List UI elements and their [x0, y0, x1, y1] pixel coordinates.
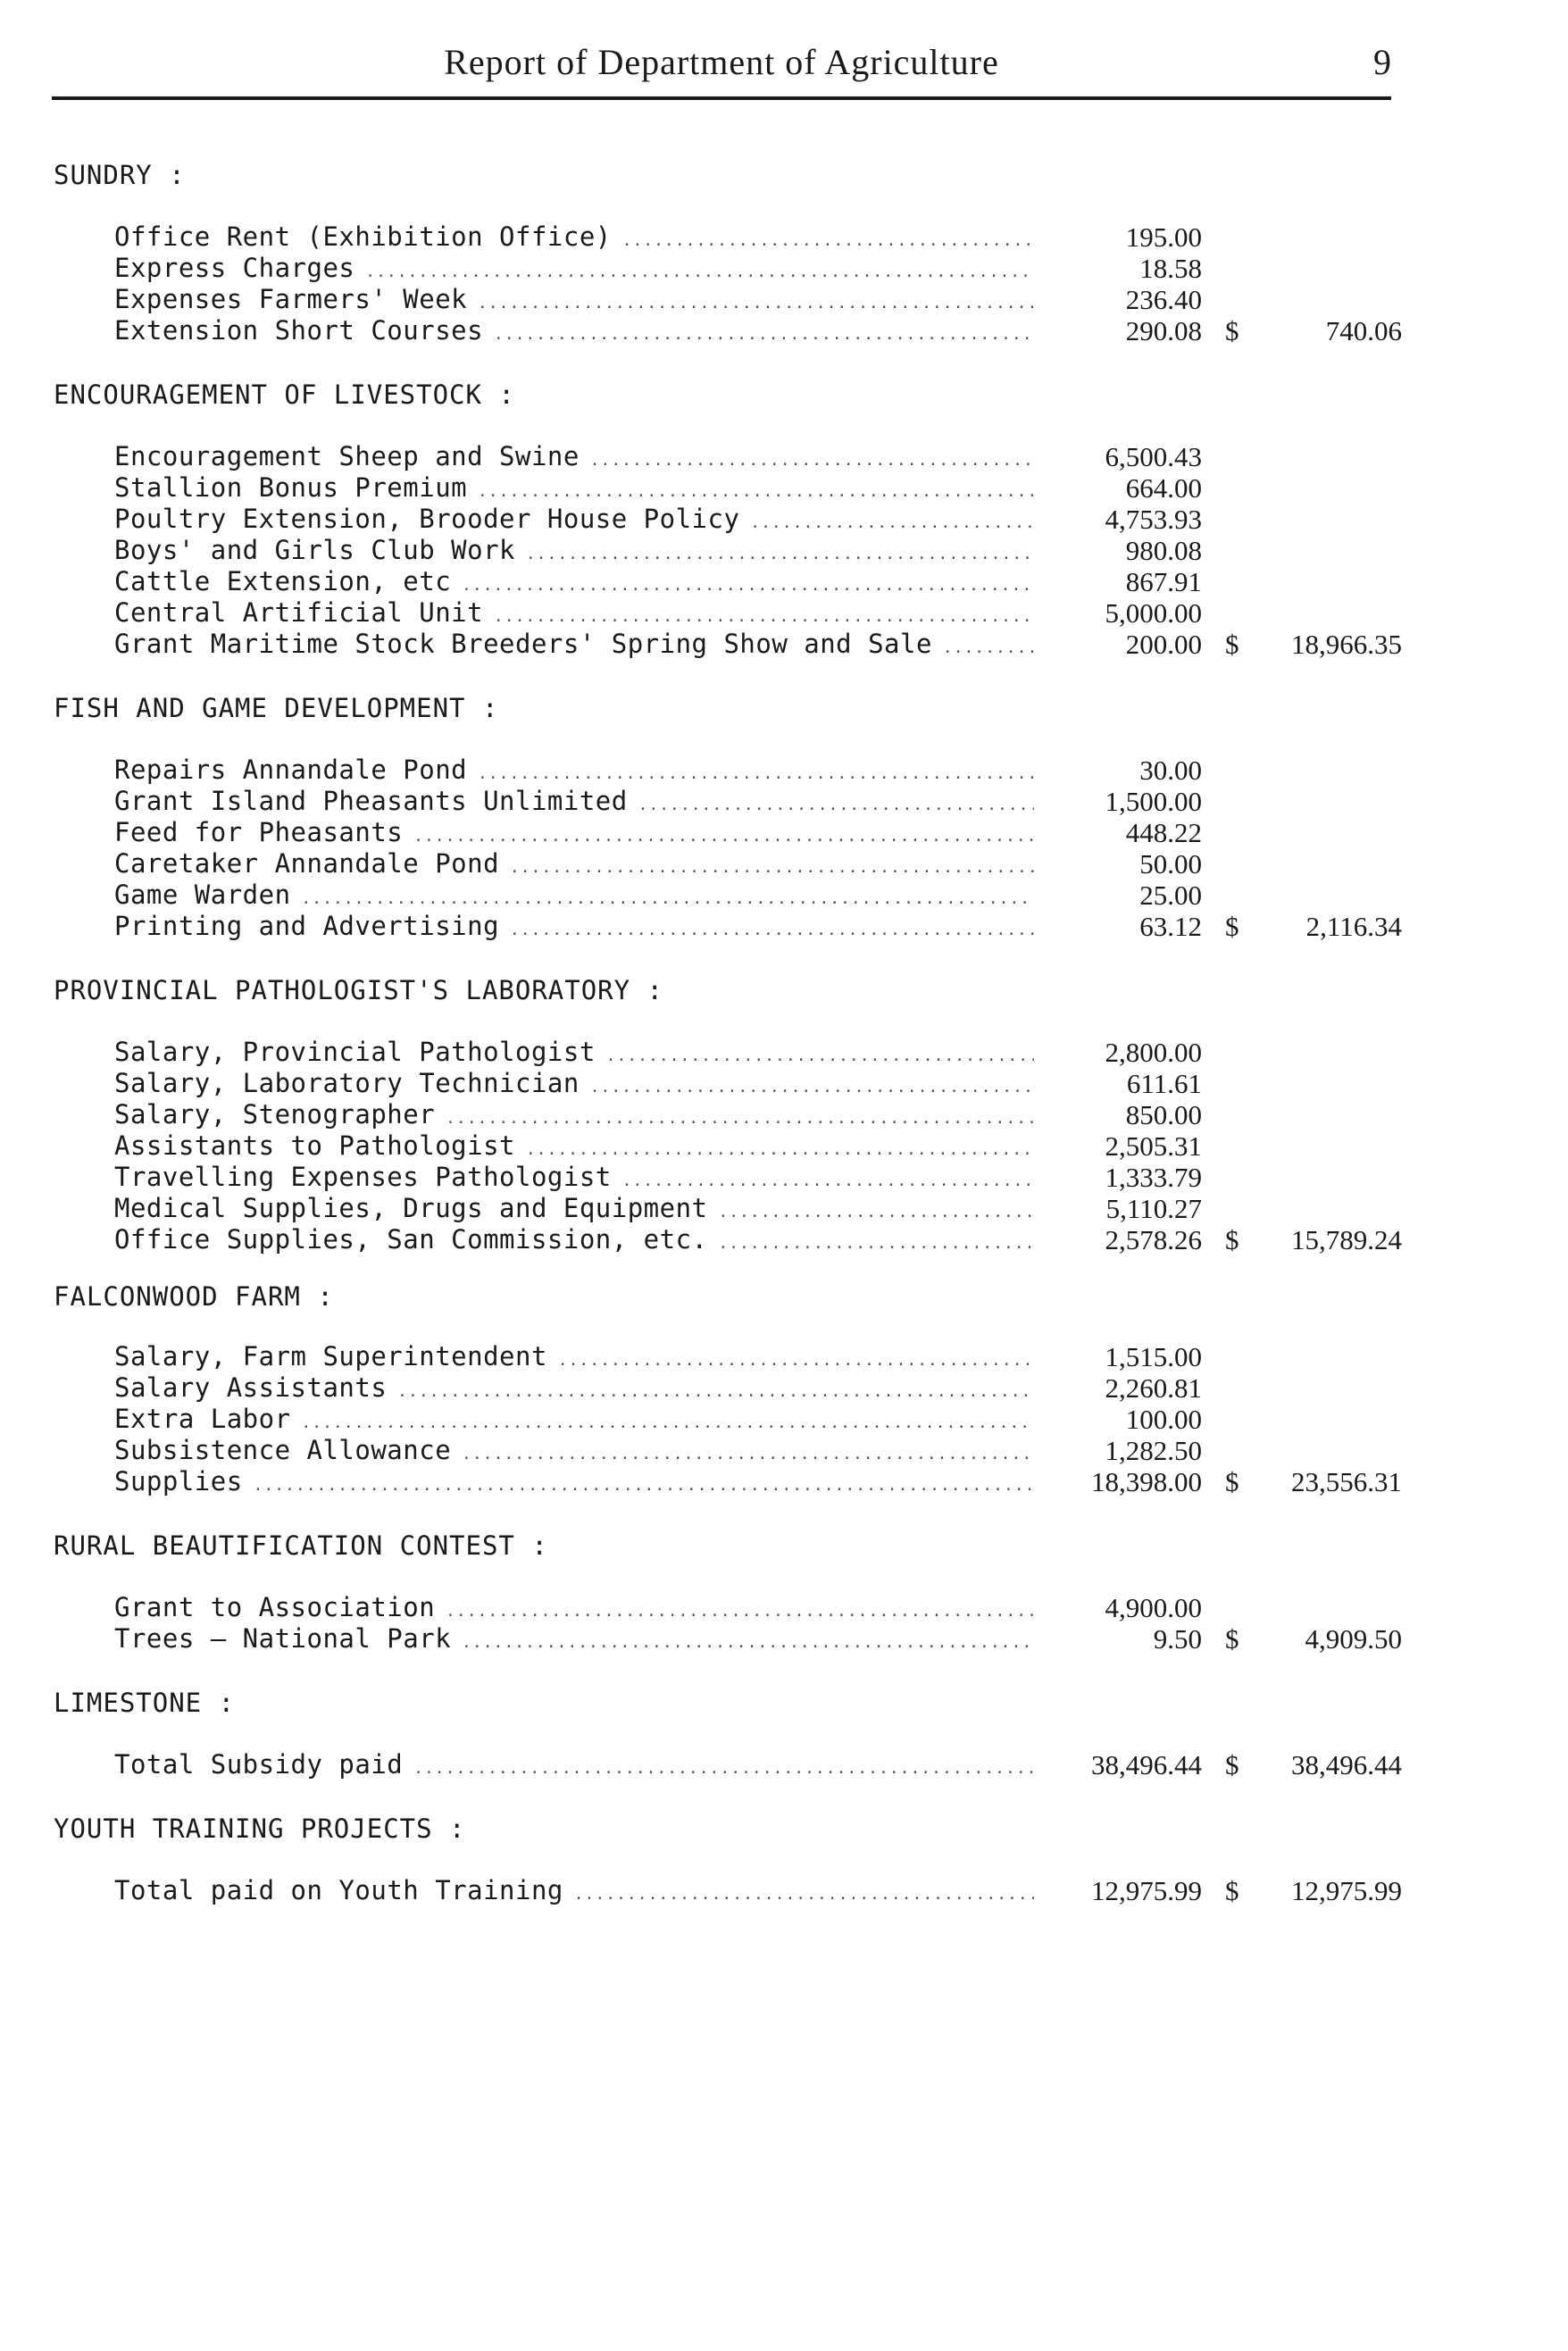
row-amount: 9.50	[1153, 1623, 1202, 1655]
row-label: Poultry Extension, Brooder House Policy .....	[114, 504, 1034, 538]
row-amount: 1,282.50	[1105, 1435, 1202, 1466]
dollar-sign: $	[1225, 1749, 1239, 1780]
table-row	[0, 441, 1568, 472]
table-row	[0, 284, 1568, 315]
table-row	[0, 504, 1568, 535]
row-amount: 867.91	[1125, 566, 1202, 597]
row-label: Caretaker Annandale Pond .....	[114, 848, 1034, 883]
row-amount: 195.00	[1125, 221, 1202, 253]
table-row	[0, 597, 1568, 629]
row-label: Travelling Expenses Pathologist .....	[114, 1162, 1034, 1196]
row-label: Supplies .....	[114, 1466, 1034, 1501]
row-amount: 5,000.00	[1105, 597, 1202, 629]
table-row	[0, 253, 1568, 284]
row-amount: 63.12	[1139, 911, 1202, 942]
row-amount: 18,398.00	[1091, 1466, 1202, 1497]
row-label: Trees — National Park .....	[114, 1623, 1034, 1658]
row-label: Salary Assistants .....	[114, 1372, 1034, 1407]
row-amount: 1,500.00	[1105, 786, 1202, 817]
page-title: Report of Department of Agriculture	[444, 42, 999, 82]
row-label: Grant Maritime Stock Breeders' Spring Show and Sale .....	[114, 629, 1034, 663]
row-label: Boys' and Girls Club Work .....	[114, 535, 1034, 570]
table-row	[0, 1099, 1568, 1130]
row-amount: 2,260.81	[1105, 1372, 1202, 1404]
table-row	[0, 754, 1568, 786]
section-heading: LIMESTONE :	[54, 1688, 236, 1718]
row-amount: 236.40	[1125, 284, 1202, 315]
row-amount: 100.00	[1125, 1404, 1202, 1435]
section-heading: FISH AND GAME DEVELOPMENT :	[54, 693, 499, 723]
row-label: Repairs Annandale Pond .....	[114, 754, 1034, 789]
table-row	[0, 817, 1568, 848]
row-amount: 18.58	[1139, 253, 1202, 284]
table-row	[0, 1623, 1568, 1655]
row-amount: 2,800.00	[1105, 1037, 1202, 1068]
row-label: Game Warden .....	[114, 880, 1034, 914]
row-amount: 850.00	[1125, 1099, 1202, 1130]
page-header	[52, 38, 1391, 100]
section-heading: RURAL BEAUTIFICATION CONTEST :	[54, 1530, 548, 1561]
row-label: Encouragement Sheep and Swine .....	[114, 441, 1034, 476]
dollar-sign: $	[1225, 315, 1239, 346]
row-amount: 50.00	[1139, 848, 1202, 880]
table-row	[0, 535, 1568, 566]
section-heading: PROVINCIAL PATHOLOGIST'S LABORATORY :	[54, 975, 664, 1005]
dollar-sign: $	[1225, 1466, 1239, 1497]
row-label: Express Charges .....	[114, 253, 1034, 288]
table-row	[0, 786, 1568, 817]
table-row	[0, 1875, 1568, 1906]
row-label: Printing and Advertising .....	[114, 911, 1034, 946]
row-label: Total paid on Youth Training .....	[114, 1875, 1034, 1910]
table-row	[0, 221, 1568, 253]
row-amount: 1,515.00	[1105, 1341, 1202, 1372]
table-row	[0, 629, 1568, 660]
row-label: Feed for Pheasants .....	[114, 817, 1034, 852]
row-label: Subsistence Allowance .....	[114, 1435, 1034, 1470]
row-label: Extension Short Courses .....	[114, 315, 1034, 350]
header-rule	[52, 96, 1391, 100]
table-row	[0, 1037, 1568, 1068]
row-label: Office Supplies, San Commission, etc. .....	[114, 1224, 1034, 1259]
row-amount: 200.00	[1125, 629, 1202, 660]
row-label: Total Subsidy paid .....	[114, 1749, 1034, 1784]
row-total: 18,966.35	[1291, 629, 1402, 660]
row-amount: 12,975.99	[1091, 1875, 1202, 1906]
row-label: Grant Island Pheasants Unlimited .....	[114, 786, 1034, 821]
row-amount: 5,110.27	[1105, 1193, 1202, 1224]
row-amount: 1,333.79	[1105, 1162, 1202, 1193]
row-amount: 4,900.00	[1105, 1592, 1202, 1623]
row-label: Stallion Bonus Premium .....	[114, 472, 1034, 507]
row-amount: 30.00	[1139, 754, 1202, 786]
row-label: Central Artificial Unit .....	[114, 597, 1034, 632]
dollar-sign: $	[1225, 1875, 1239, 1906]
table-row	[0, 1404, 1568, 1435]
section-heading: SUNDRY :	[54, 160, 186, 190]
dollar-sign: $	[1225, 1623, 1239, 1655]
dollar-sign: $	[1225, 1224, 1239, 1255]
table-row	[0, 315, 1568, 346]
row-label: Salary, Provincial Pathologist .....	[114, 1037, 1034, 1071]
table-row	[0, 1749, 1568, 1780]
row-total: 23,556.31	[1291, 1466, 1402, 1497]
row-amount: 664.00	[1125, 472, 1202, 504]
table-row	[0, 472, 1568, 504]
row-total: 740.06	[1325, 315, 1402, 346]
row-label: Office Rent (Exhibition Office) .....	[114, 221, 1034, 256]
dollar-sign: $	[1225, 911, 1239, 942]
section-heading: ENCOURAGEMENT OF LIVESTOCK :	[54, 379, 515, 410]
table-row	[0, 1193, 1568, 1224]
table-row	[0, 1435, 1568, 1466]
row-total: 12,975.99	[1291, 1875, 1402, 1906]
row-amount: 4,753.93	[1105, 504, 1202, 535]
table-row	[0, 911, 1568, 942]
section-heading: YOUTH TRAINING PROJECTS :	[54, 1813, 466, 1844]
table-row	[0, 1068, 1568, 1099]
row-amount: 2,578.26	[1105, 1224, 1202, 1255]
row-label: Medical Supplies, Drugs and Equipment .....	[114, 1193, 1034, 1228]
row-label: Salary, Laboratory Technician .....	[114, 1068, 1034, 1103]
row-amount: 290.08	[1125, 315, 1202, 346]
row-amount: 6,500.43	[1105, 441, 1202, 472]
table-row	[0, 1130, 1568, 1162]
row-label: Assistants to Pathologist .....	[114, 1130, 1034, 1165]
table-row	[0, 848, 1568, 880]
row-label: Extra Labor .....	[114, 1404, 1034, 1438]
row-amount: 25.00	[1139, 880, 1202, 911]
table-row	[0, 566, 1568, 597]
table-row	[0, 1162, 1568, 1193]
row-amount: 448.22	[1125, 817, 1202, 848]
row-amount: 2,505.31	[1105, 1130, 1202, 1162]
dollar-sign: $	[1225, 629, 1239, 660]
table-row	[0, 1592, 1568, 1623]
row-total: 2,116.34	[1305, 911, 1402, 942]
row-label: Salary, Stenographer .....	[114, 1099, 1034, 1134]
row-amount: 611.61	[1126, 1068, 1202, 1099]
table-row	[0, 1341, 1568, 1372]
table-row	[0, 1224, 1568, 1255]
row-total: 15,789.24	[1291, 1224, 1402, 1255]
row-label: Salary, Farm Superintendent .....	[114, 1341, 1034, 1376]
table-row	[0, 1466, 1568, 1497]
page-number: 9	[1373, 42, 1391, 82]
table-row	[0, 1372, 1568, 1404]
row-amount: 980.08	[1125, 535, 1202, 566]
row-total: 4,909.50	[1305, 1623, 1402, 1655]
row-label: Expenses Farmers' Week .....	[114, 284, 1034, 319]
table-row	[0, 880, 1568, 911]
row-label: Cattle Extension, etc .....	[114, 566, 1034, 601]
row-label: Grant to Association .....	[114, 1592, 1034, 1627]
section-heading: FALCONWOOD FARM :	[54, 1281, 334, 1312]
row-total: 38,496.44	[1291, 1749, 1402, 1780]
row-amount: 38,496.44	[1091, 1749, 1202, 1780]
